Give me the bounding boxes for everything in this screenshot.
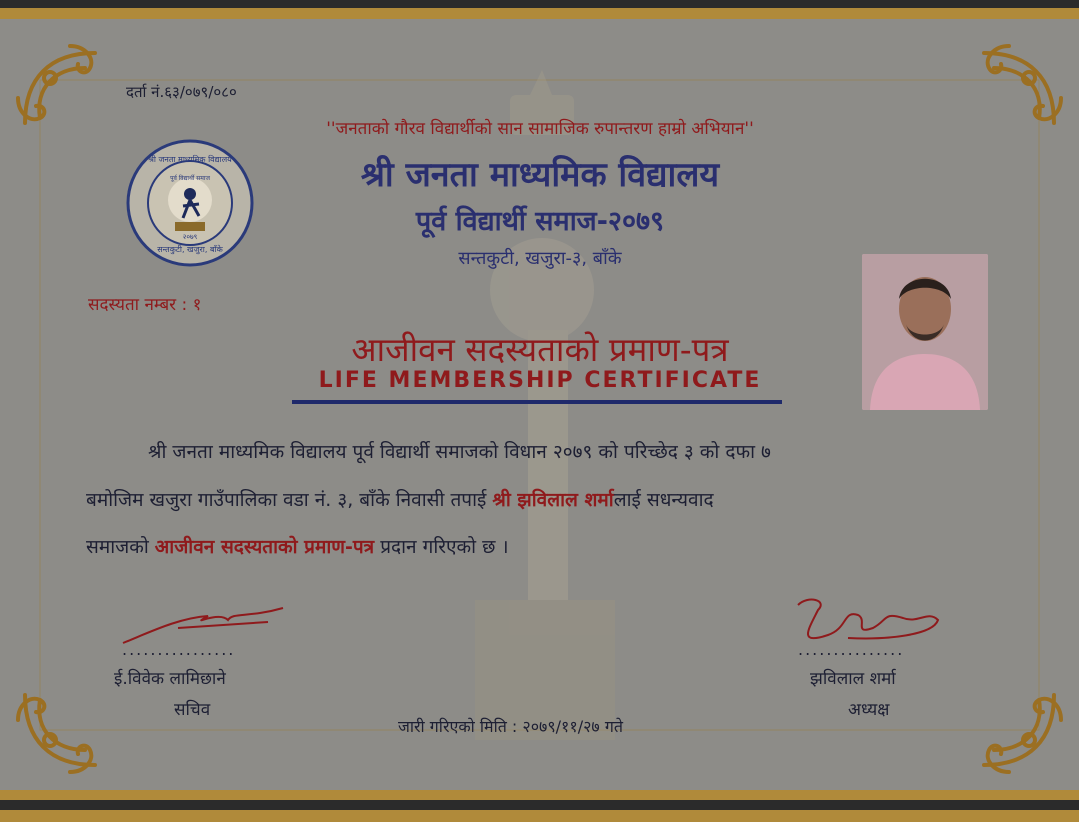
body-line-3-post: प्रदान गरिएको छ । [374, 536, 509, 558]
body-line-2 [86, 486, 714, 512]
certificate-title-en: LIFE MEMBERSHIP CERTIFICATE [318, 368, 762, 393]
logo-text-top: श्री जनता माध्यमिक विद्यालय [148, 155, 232, 164]
logo-text-bottom: सन्तकुटी, खजुरा, बाँके [157, 245, 223, 254]
certificate-title-np: आजीवन सदस्यताको प्रमाण-पत्र [351, 330, 729, 369]
signatory-right-role: अध्यक्ष [848, 700, 890, 720]
address: सन्तकुटी, खजुरा-३, बाँके [458, 248, 622, 269]
body-line-3 [86, 533, 509, 559]
logo-year: २०७९ [182, 233, 198, 241]
body-line-2-post: लाई सधन्यवाद [613, 489, 714, 511]
signatory-right-name: झविलाल शर्मा [810, 669, 896, 689]
society-name: पूर्व विद्यार्थी समाज-२०७९ [415, 206, 665, 237]
ornament-corner-icon [969, 680, 1069, 780]
ornament-corner-icon [10, 38, 110, 138]
body-line-3-pre: समाजको [86, 536, 155, 558]
member-photo [862, 254, 988, 410]
body-line-1: श्री जनता माध्यमिक विद्यालय पूर्व विद्यार्थी समाजको विधान २०७९ को परिच्छेद ३ को दफा ७ [148, 441, 771, 463]
registration-number: दर्ता नं.६३/०७९/०८० [126, 83, 237, 101]
ornament-corner-icon [969, 38, 1069, 138]
issue-date: जारी गरिएको मिति : २०७९/११/२७ गते [398, 717, 623, 736]
motto: ''जनताको गौरव विद्यार्थीको सान सामाजिक रुपान्तरण हाम्रो अभियान'' [326, 119, 754, 139]
ornament-corner-icon [10, 680, 110, 780]
school-name: श्री जनता माध्यमिक विद्यालय [360, 155, 720, 195]
membership-number: सदस्यता नम्बर : १ [88, 295, 202, 315]
signature-line-right: ............... [798, 640, 905, 659]
body-line-3-highlight: आजीवन सदस्यताको प्रमाण-पत्र [154, 536, 375, 558]
title-underline [292, 400, 782, 404]
logo-text-inner: पूर्व विद्यार्थी समाज [170, 175, 210, 182]
signatory-left-role: सचिव [174, 700, 211, 720]
signatory-left-name: ई.विवेक लामिछाने [114, 669, 226, 689]
recipient-name: श्री झविलाल शर्मा [492, 489, 614, 511]
signature-line-left: ................ [122, 640, 236, 659]
body-line-2-pre: बमोजिम खजुरा गाउँपालिका वडा नं. ३, बाँके निवासी तपाई [86, 489, 493, 511]
